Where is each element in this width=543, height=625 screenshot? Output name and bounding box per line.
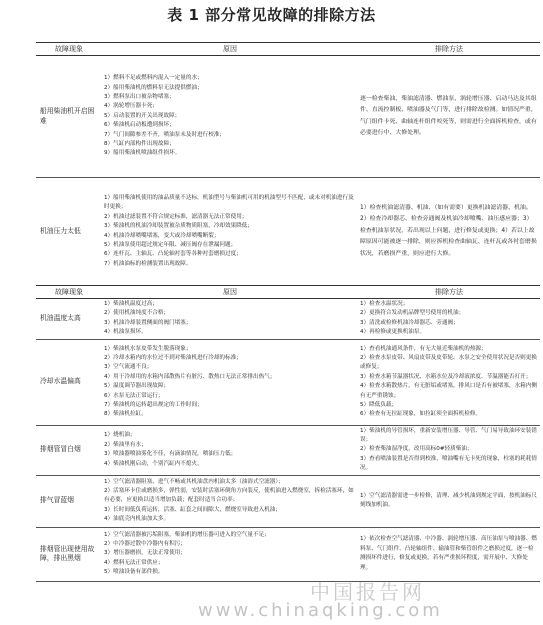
cause-item: 4）机油泵损坏。 — [104, 329, 147, 336]
cause-item: 5）喷油设备有部件损。 — [104, 569, 164, 576]
fault-phenomenon: 排烟管出现使用故障，排出黑烟 — [36, 527, 102, 581]
fault-remedies — [358, 299, 540, 340]
remedy-item: 1）柴油机的导管损坏，重新安装增压器、导管、气门易导致油环安装错误； — [360, 427, 537, 444]
remedy-item: 1）检查水温状况； — [360, 301, 409, 307]
table-row — [36, 178, 540, 286]
cause-item: 7）柴油机的运转超出规定的工作时间； — [104, 401, 203, 408]
cause-item: 3）喷油器喷油雾化不佳，有滴油情况，喷油压力低； — [104, 451, 237, 458]
remedy-item: 3）清洗或检修机油冷却器芯、旁通阀； — [360, 319, 459, 326]
cause-item: 6）柴油机启动板遭到损坏； — [104, 122, 175, 129]
cause-item: 1）燃料不足或燃料内混入一定量的水； — [104, 75, 203, 82]
cause-item: 2）冷却水箱内的水位过不到对柴油机进行冷却的标准； — [104, 354, 242, 361]
fault-remedy: 1）检查机油滤清器、机油、（如有需要）更换机油滤清器、机油。2）检查冷却器芯、检查旁通阀及机油冷却喷嘴、油压感应器；3）检查机油泵状况，若出现以上问题，进行修复或更换；4）若以上故障原因可能被逐一排除，则应拆机检查曲轴瓦、连杆瓦或各衬套磨损状况，若磨损严重，则应进行大修。 — [358, 178, 540, 286]
cause-item: 5）启动装置的开关出现故障； — [104, 112, 181, 119]
table-row — [36, 425, 540, 475]
table-title: 表 1 部分常见故障的排除方法 — [167, 6, 376, 24]
cause-item: 3）柴油机的机油冷却装置被杂质物质阻塞，冷却效果降低； — [104, 223, 253, 230]
cause-item: 4）机油冷却喷嘴堵塞，变大或冷却喷嘴断裂； — [104, 232, 220, 239]
cause-item: 4）涡轮增压器卡死； — [104, 103, 158, 110]
fault-causes — [102, 425, 358, 475]
header-cause: 原因 — [102, 286, 358, 299]
remedy-item: 3）检查水箱节温器状况、水箱水位及冷却液浓度、节温器能否打开； — [360, 373, 532, 380]
cause-item: 3）长时间低负荷运转，活塞、缸套之间间隙大，燃烧室导致进入机油； — [104, 506, 281, 513]
fault-remedy: 逐一检查柴油、柴油滤清器、燃油泵、涡轮增压器、启动马达及其组件、直流控制板、喷油器及气门等，进行排除故检测。如情况严重，气门组件卡死、曲轴连杆组件咬死等，则需进行全面拆机检查，或有必要进行中、大修处理。 — [358, 56, 540, 178]
fault-phenomenon: 冷却水温偏高 — [36, 339, 102, 425]
cause-item: 1）船用柴油机使用的油品质量不达标，机油型号与柴油机可用的机油型号不匹配，或未对机油进行及时更换； — [104, 194, 354, 211]
cause-item: 1）空气滤清器阻塞，进气不畅或其机油盘内机油太多（油浴式空滤器）； — [104, 478, 284, 485]
remedy-item: 4）检查水箱散热片，有无脏垢或堵塞，排风口是否有被堵塞，水箱内侧有无严重锈蚀； — [360, 383, 537, 399]
table-row — [36, 339, 540, 425]
watermark-text: 中国报告网 — [310, 580, 425, 604]
cause-item: 7）机油油标的检测装置出现故障。 — [104, 260, 192, 267]
cause-item: 4）柴油机刚启动，个别汽缸内不熄火。 — [104, 460, 203, 467]
cause-item: 2）使用机油纯度不合格； — [104, 310, 170, 317]
fault-remedies — [358, 425, 540, 475]
fault-phenomenon: 机油温度太高 — [36, 299, 102, 340]
remedy-item: 2）检查水泵皮带、风扇皮带及皮带轮、水泵之安全使用状况是否则更换或修复； — [360, 354, 537, 371]
cause-item: 3）燃料泵出口被杂物堵塞； — [104, 93, 175, 100]
cause-item: 1）烧机油； — [104, 432, 136, 439]
cause-item: 1）空气滤清器被污垢阻塞，柴油机的增压器可进入的空气量不足； — [104, 531, 270, 538]
fault-phenomenon: 排气冒蓝烟 — [36, 475, 102, 527]
remedy-item: 2）检查柴油湿净度，改用高标0#轻质柴油； — [360, 446, 473, 453]
cause-item: 1）柴油机温度过高； — [104, 301, 158, 307]
header-phenomenon: 故障现象 — [36, 43, 102, 56]
cause-item: 2）机油过滤装置不符合规定标准，滤清器无法正常使用； — [104, 213, 248, 220]
cause-item: 2）柴油里有水； — [104, 441, 147, 448]
fault-causes — [102, 475, 358, 527]
fault-phenomenon: 船用柴油机开启困难 — [36, 56, 102, 178]
header-remedy: 排除方法 — [358, 286, 540, 299]
fault-causes — [102, 527, 358, 581]
remedy-item: 1）空气滤清器需进一步检修，清理、减少机油到规定平面，按机油标尺刻线加机油。 — [360, 492, 537, 509]
cause-item: 4）用于冷却用的水箱内部散热片有脏污、散热口无法正常排出热气； — [104, 373, 276, 380]
cause-item: 3）机油冷却装置侧面的阀门堵塞； — [104, 319, 192, 326]
fault-table-2 — [36, 285, 540, 582]
remedy-item: 1）依次检查空气滤清器、中冷器、涡轮增压器、高压油泵与喷油器、燃料泵、气门组件、凸轮轴组件、输油管和柴管组件之磨损过度，逐一检测损坏件进行，修复或更换，若有严重损坏程度，需开展中、大修处理。 — [360, 536, 537, 571]
remedy-item: 5）降低负载； — [360, 401, 398, 408]
cause-item: 9）船用柴油机喷油组件损坏。 — [104, 150, 181, 157]
header-cause: 原因 — [102, 43, 358, 56]
header-remedy: 排除方法 — [358, 43, 540, 56]
table-row — [36, 56, 540, 178]
fault-table-1 — [36, 42, 540, 286]
table-header-row — [36, 43, 540, 56]
fault-remedies — [358, 339, 540, 425]
fault-causes — [102, 178, 358, 286]
remedy-item: 2）更换符合发动机品牌型号使用的机油； — [360, 310, 465, 317]
fault-remedies — [358, 475, 540, 527]
cause-item: 3）空气流通不良； — [104, 364, 153, 371]
table-row — [36, 527, 540, 581]
fault-causes — [102, 339, 358, 425]
header-phenomenon: 故障现象 — [36, 286, 102, 299]
cause-item: 4）燃料无法正常供应； — [104, 559, 164, 566]
remedy-item: 1）查看机油通风条件，有无大量近柴油机的热源； — [360, 345, 487, 352]
fault-remedies — [358, 527, 540, 581]
cause-item: 4）油底壳内机油加太多。 — [104, 516, 170, 523]
cause-item: 8）气缸内部构件出现故障； — [104, 141, 175, 148]
table-header-row — [36, 286, 540, 299]
cause-item: 2）船用柴油机的燃料泵无法提供燃油； — [104, 84, 203, 91]
cause-item: 1）柴油机水泵皮带发生脱落现象； — [104, 345, 192, 352]
cause-item: 3）增压器磨损，无法正常使用； — [104, 550, 186, 557]
remedy-item: 4）再检修或更换机油泵。 — [360, 329, 426, 336]
watermark-url: www.chinaqking.com — [198, 600, 443, 621]
cause-item: 5）温度调节器出现故障； — [104, 383, 170, 390]
cause-item: 5）机油泵使用超过规定年限、减压阀存在泄漏问题； — [104, 241, 237, 248]
fault-causes — [102, 56, 358, 178]
cause-item: 6）连杆瓦、主轴瓦、凸轮轴衬套等各种衬套磨损过度； — [104, 251, 242, 258]
remedy-item: 6）检查有无拉缸现象，如拉缸须全面拆机检修。 — [360, 411, 482, 418]
cause-item: 6）水泵无法正常运行； — [104, 392, 164, 399]
cause-item: 7）气门间隙参差不齐，喷油泵未及时进行校准； — [104, 131, 226, 138]
cause-item: 2）活塞环卡住或磨损多，弹性弱，安装时活塞环倒角方向装反，使机油进入燃烧室，拆检活塞环，如有必要，应更换以适当增加负载；配套时适当合功率； — [104, 488, 354, 504]
fault-causes — [102, 299, 358, 340]
cause-item: 2）中冷器过散中冷器内有积污； — [104, 541, 186, 548]
table-row — [36, 299, 540, 340]
remedy-item: 3）查看喷油装置是否得到校准，喷油嘴有无卡死的现象，柱塞的耗耗情况。 — [360, 455, 537, 472]
cause-item: 8）柴油机拉缸。 — [104, 411, 147, 418]
table-row — [36, 475, 540, 527]
fault-phenomenon: 机油压力太低 — [36, 178, 102, 286]
fault-phenomenon: 排烟管冒白烟 — [36, 425, 102, 475]
